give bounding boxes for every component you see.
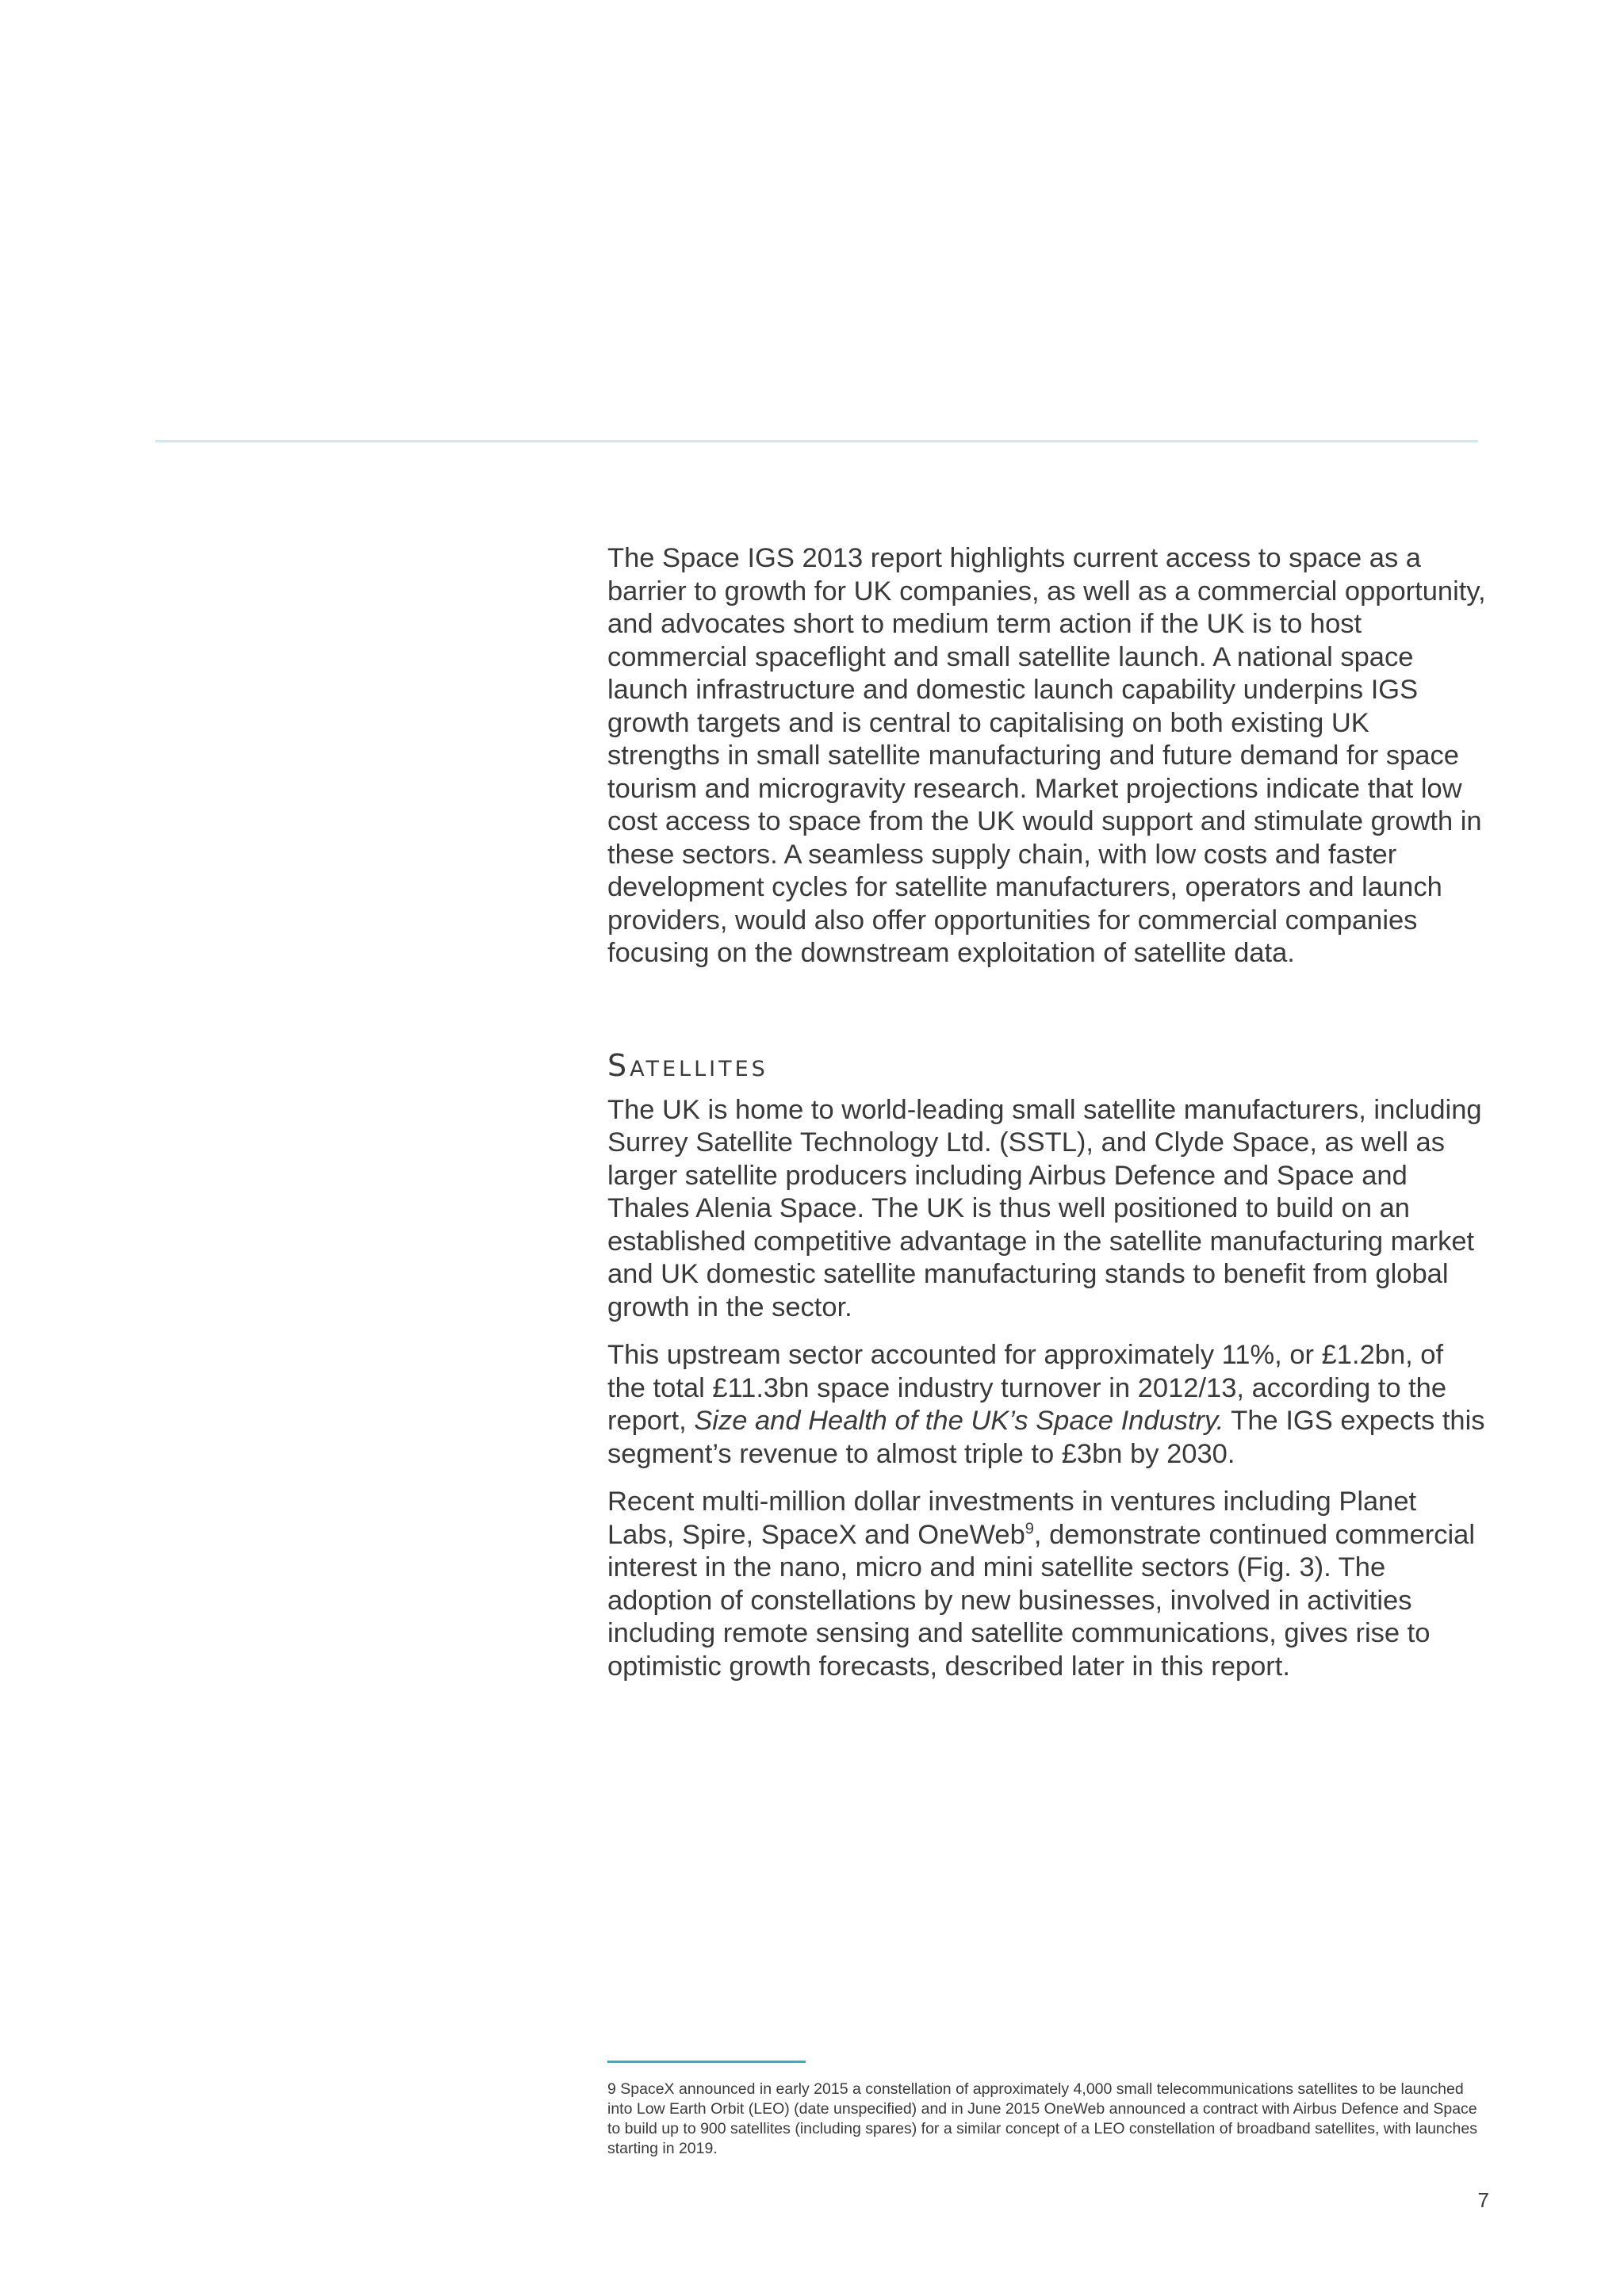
- paragraph-3-text-start: Recent multi-million dollar investments in ventures including Planet Labs, Spire, SpaceX and OneWeb: [607, 1487, 1417, 1550]
- paragraph-2-text-start: This upstream sector accounted for approximately 11%, or £1.2bn, of the total £11.3bn space industry turnover in 2012/13, according to the report,: [607, 1340, 1447, 1436]
- footnote-divider: [607, 2061, 806, 2063]
- header-divider: [155, 440, 1478, 442]
- paragraph-2-text-end: The IGS expects this segment’s revenue to almost triple to £3bn by 2030.: [607, 1406, 1485, 1469]
- page-number: 7: [1477, 2188, 1489, 2212]
- satellites-paragraph-3: [607, 1486, 1488, 1683]
- footnote-reference[interactable]: 9: [1025, 1520, 1034, 1537]
- section-heading-satellites: Satellites: [607, 1047, 768, 1083]
- main-content: [607, 542, 1488, 1683]
- report-title-italic: Size and Health of the UK’s Space Industry.: [694, 1406, 1224, 1436]
- satellites-paragraph-2: [607, 1339, 1488, 1471]
- paragraph-3-text-end: , demonstrate continued commercial interest in the nano, micro and mini satellite sectors (Fig. 3). The adoption of constellations by new businesses, involved in activities including remote sensing and satellite communications, gives rise to optimistic growth forecasts, described later in this report.: [607, 1519, 1476, 1682]
- intro-paragraph: The Space IGS 2013 report highlights current access to space as a barrier to growth for UK companies, as well as a commercial opportunity, and advocates short to medium term action if the UK is to host commercial spaceflight and small satellite launch. A national space launch infrastructure and domestic launch capability underpins IGS growth targets and is central to capitalising on both existing UK strengths in small satellite manufacturing and future demand for space tourism and microgravity research. Market projections indicate that low cost access to space from the UK would support and stimulate growth in these sectors. A seamless supply chain, with low costs and faster development cycles for satellite manufacturers, operators and launch providers, would also offer opportunities for commercial companies focusing on the downstream exploitation of satellite data.: [607, 543, 1486, 968]
- satellites-paragraph-1: The UK is home to world-leading small satellite manufacturers, including Surrey Satellite Technology Ltd. (SSTL), and Clyde Space, as well as larger satellite producers including Airbus Defence and Space and Thales Alenia Space. The UK is thus well positioned to build on an established competitive advantage in the satellite manufacturing market and UK domestic satellite manufacturing stands to benefit from global growth in the sector.: [607, 1094, 1482, 1322]
- footnote-9: 9 SpaceX announced in early 2015 a constellation of approximately 4,000 small telecommunications satellites to be launched into Low Earth Orbit (LEO) (date unspecified) and in June 2015 OneWeb announced a contract with Airbus Defence and Space to build up to 900 satellites (including spares) for a similar concept of a LEO constellation of broadband satellites, with launches starting in 2019.: [607, 2080, 1477, 2157]
